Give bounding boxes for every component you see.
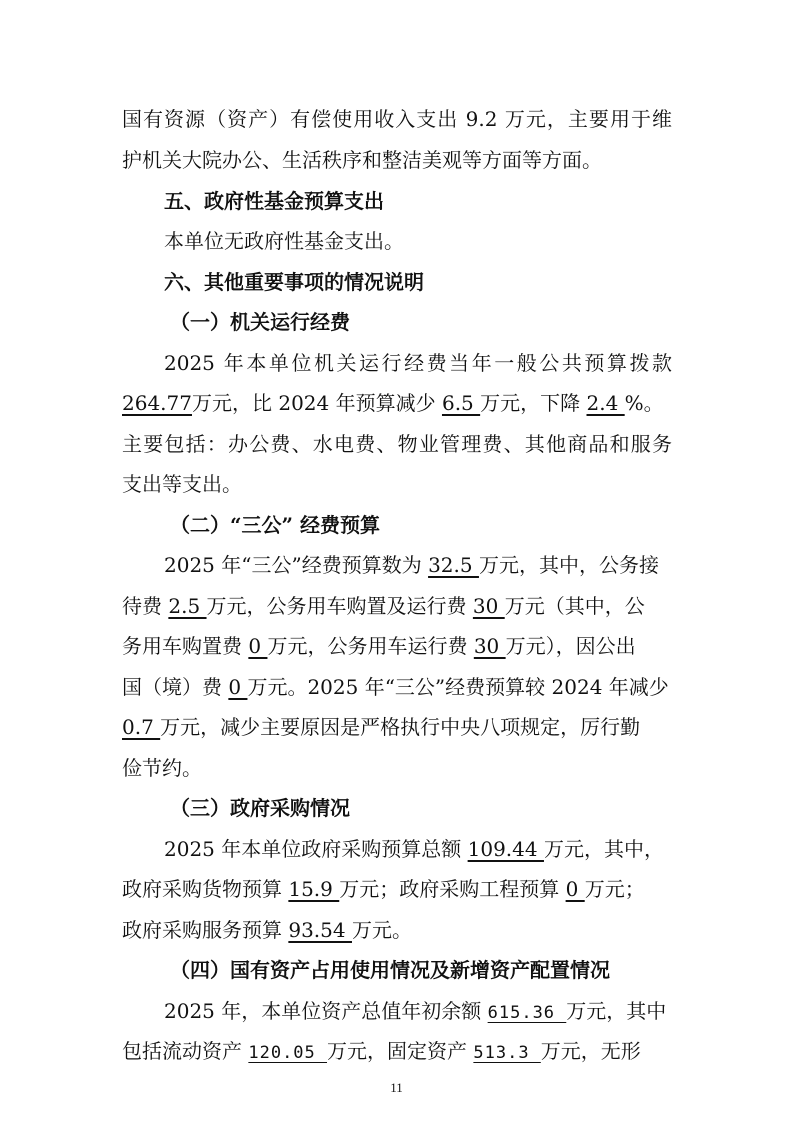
body-text-line xyxy=(122,869,672,909)
text-run: 万元，无形 xyxy=(540,1039,641,1063)
text-run: 万元，公务用车运行费 xyxy=(267,634,474,658)
text-run: %。 xyxy=(624,391,664,415)
text-run: 万元，其中 xyxy=(566,999,667,1023)
body-text-line xyxy=(122,383,672,423)
text-run: 万元。 xyxy=(351,918,412,942)
amount-value: 6.5 xyxy=(441,391,481,415)
body-text-line xyxy=(122,910,672,950)
text-run: 待费 xyxy=(122,594,169,618)
amount-value: 0 xyxy=(565,877,585,901)
amount-value: 0 xyxy=(248,634,268,658)
text-run: 政府采购服务预算 xyxy=(122,918,289,942)
text-run: 万元，下降 xyxy=(480,391,587,415)
text-run: 包括流动资产 xyxy=(122,1039,249,1063)
body-text-line: 支出等支出。 xyxy=(122,472,242,496)
amount-value: 2.5 xyxy=(168,594,207,618)
text-run: 万元，比 2024 年预算减少 xyxy=(191,391,442,415)
amount-value: 30 xyxy=(473,634,506,658)
text-run: 万元。2025 年“三公”经费预算较 2024 年减少 xyxy=(247,675,669,699)
text-run: 万元（其中，公 xyxy=(504,594,645,618)
body-text-line: 护机关大院办公、生活秩序和整洁美观等方面等方面。 xyxy=(122,148,602,172)
text-run: 2025 年，本单位资产总值年初余额 xyxy=(164,999,488,1023)
body-text-line xyxy=(122,626,672,666)
text-run: 国（境）费 xyxy=(122,675,229,699)
text-run: 万元），因公出 xyxy=(505,634,636,658)
subsection-heading: （三）政府采购情况 xyxy=(170,796,350,820)
text-run: 万元，其中，公务接 xyxy=(478,553,659,577)
text-run: 务用车购置费 xyxy=(122,634,249,658)
amount-value: 15.9 xyxy=(288,877,340,901)
body-text-line: 2025 年本单位机关运行经费当年一般公共预算拨款 xyxy=(164,351,672,375)
body-text-line: 本单位无政府性基金支出。 xyxy=(164,229,404,253)
body-text-line xyxy=(164,829,672,869)
subsection-heading: （四）国有资产占用使用情况及新增资产配置情况 xyxy=(170,958,610,982)
body-text-line xyxy=(122,667,672,707)
amount-value: 30 xyxy=(472,594,505,618)
text-run: 万元，公务用车购置及运行费 xyxy=(206,594,473,618)
text-run: 政府采购货物预算 xyxy=(122,877,289,901)
page-number: 11 xyxy=(390,1080,403,1095)
amount-value: 264.77 xyxy=(122,391,192,415)
amount-value: 32.5 xyxy=(428,553,479,577)
body-text-line: 俭节约。 xyxy=(122,756,202,780)
subsection-heading: （二）“三公” 经费预算 xyxy=(170,513,380,537)
subsection-heading: （一）机关运行经费 xyxy=(170,310,350,334)
body-text-line: 国有资源（资产）有偿使用收入支出 9.2 万元，主要用于维 xyxy=(122,107,672,131)
text-run: 万元； xyxy=(584,877,645,901)
text-run: 2025 年“三公”经费预算数为 xyxy=(164,553,429,577)
section-heading: 六、其他重要事项的情况说明 xyxy=(164,270,424,294)
body-text-line: 主要包括：办公费、水电费、物业管理费、其他商品和服务 xyxy=(122,432,672,456)
body-text-line xyxy=(122,586,672,626)
body-text-line xyxy=(164,545,672,585)
section-heading: 五、政府性基金预算支出 xyxy=(164,189,384,213)
amount-value: 0.7 xyxy=(122,715,161,739)
amount-value: 513.3 xyxy=(473,1043,541,1063)
amount-value: 615.36 xyxy=(487,1003,567,1023)
amount-value: 2.4 xyxy=(586,391,625,415)
body-text-line xyxy=(122,707,672,747)
amount-value: 0 xyxy=(228,675,248,699)
text-run: 万元；政府采购工程预算 xyxy=(339,877,566,901)
text-run: 万元，固定资产 xyxy=(327,1039,474,1063)
amount-value: 109.44 xyxy=(467,837,544,861)
amount-value: 120.05 xyxy=(248,1043,328,1063)
amount-value: 93.54 xyxy=(288,918,352,942)
text-run: 2025 年本单位政府采购预算总额 xyxy=(164,837,468,861)
body-text-line xyxy=(164,991,672,1031)
body-text-line xyxy=(122,1031,672,1071)
text-run: 万元，减少主要原因是严格执行中央八项规定，厉行勤 xyxy=(160,715,641,739)
text-run: 万元，其中， xyxy=(543,837,664,861)
